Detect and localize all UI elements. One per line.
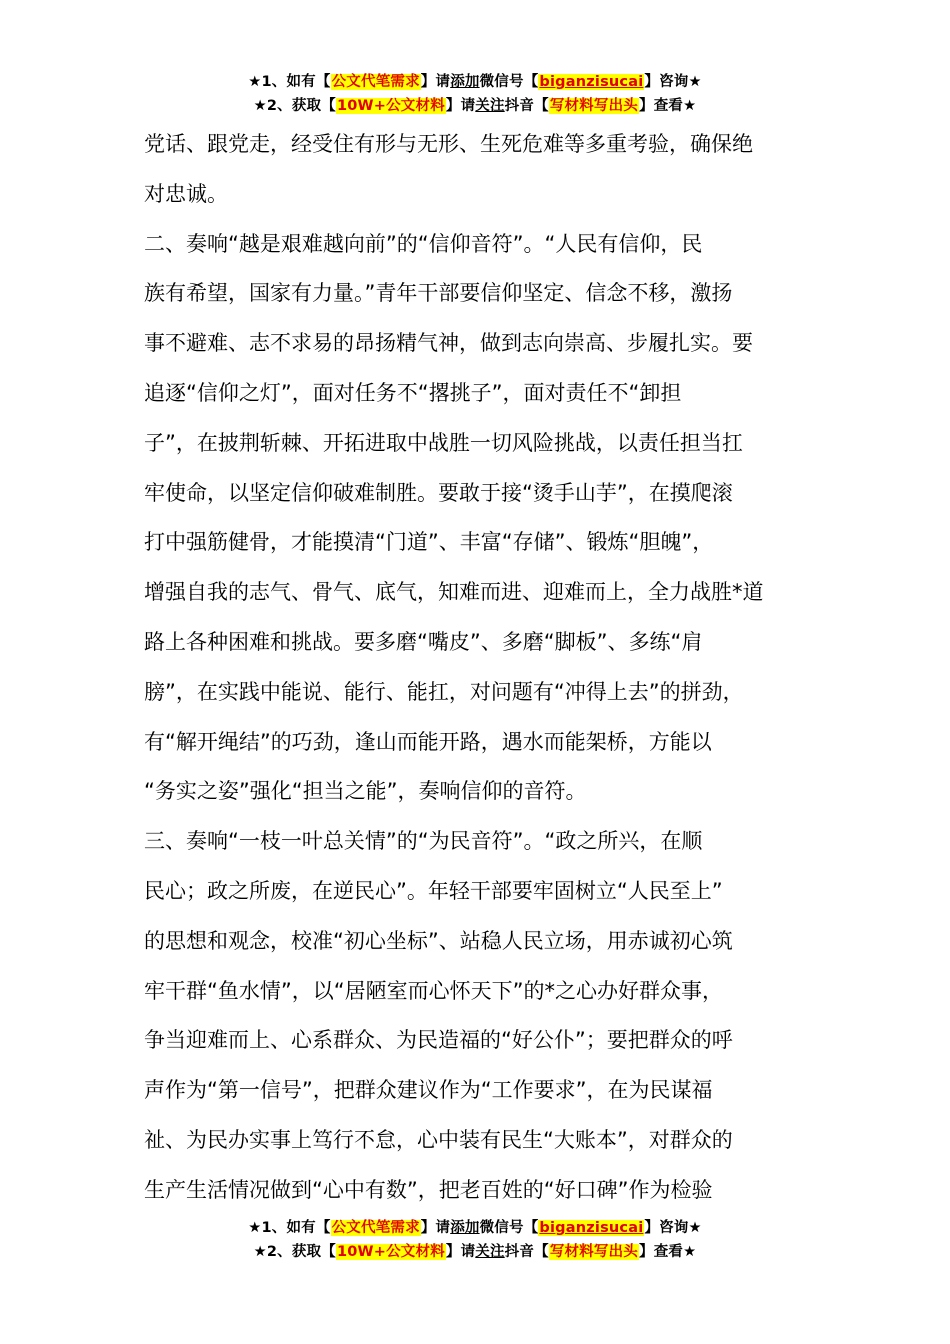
body-line: 党话、跟党走，经受住有形与无形、生死危难等多重考验，确保绝	[144, 132, 753, 156]
body-line: 子”，在披荆斩棘、开拓进取中战胜一切风险挑战，以责任担当扛	[144, 430, 743, 455]
body-line: 牢干群“鱼水情”，以“居陋室而心怀天下”的*之心办好群众事，	[144, 978, 724, 1003]
body-line: 路上各种困难和挑战。要多磨“嘴皮”、多磨“脚板”、多练“肩	[144, 629, 703, 654]
service-highlight: 公文代笔需求	[331, 1220, 420, 1236]
document-body	[144, 120, 820, 1216]
body-line: 族有希望，国家有力量。”青年干部要信仰坚定、信念不移，激扬	[144, 281, 733, 306]
body-line: “务实之姿”强化“担当之能”，奏响信仰的音符。	[144, 779, 587, 804]
body-line: 祉、为民办实事上笃行不怠，心中装有民生“大账本”，对群众的	[144, 1127, 733, 1152]
body-line: 生产生活情况做到“心中有数”，把老百姓的“好口碑”作为检验	[144, 1177, 713, 1202]
banner-line-2: ★2、获取【10W+公文材料】请关注抖音【写材料写出头】查看★	[253, 98, 697, 114]
materials-highlight: 10W+公文材料	[336, 1244, 445, 1260]
body-line: 民心；政之所废，在逆民心”。年轻干部要牢固树立“人民至上”	[144, 878, 723, 903]
materials-highlight: 10W+公文材料	[336, 98, 445, 114]
douyin-account-highlight: 写材料写出头	[549, 98, 639, 114]
body-line: 打中强筋健骨，才能摸清“门道”、丰富“存储”、锻炼“胆魄”，	[144, 530, 714, 555]
body-line: 对忠诚。	[144, 181, 228, 206]
body-line: 三、奏响“一枝一叶总关情”的“为民音符”。“政之所兴，在顺	[144, 829, 703, 854]
body-line: 的思想和观念，校准“初心坐标”、站稳人民立场，用赤诚初心筑	[144, 928, 733, 953]
body-line: 追逐“信仰之灯”，面对任务不“撂挑子”，面对责任不“卸担	[144, 380, 682, 405]
body-line: 膀”，在实践中能说、能行、能扛，对问题有“冲得上去”的拼劲，	[144, 679, 744, 704]
service-highlight: 公文代笔需求	[331, 74, 420, 90]
body-line: 二、奏响“越是艰难越向前”的“信仰音符”。“人民有信仰，民	[144, 231, 703, 256]
wechat-id-link[interactable]: biganzisucai	[539, 74, 644, 90]
banner-line-1: ★1、如有【公文代笔需求】请添加微信号【biganzisucai】咨询★	[248, 74, 702, 90]
body-line: 声作为“第一信号”，把群众建议作为“工作要求”，在为民谋福	[144, 1078, 713, 1103]
banner-line-1: ★1、如有【公文代笔需求】请添加微信号【biganzisucai】咨询★	[248, 1220, 702, 1236]
wechat-id-link[interactable]: biganzisucai	[539, 1220, 644, 1236]
footer-banner	[0, 1216, 950, 1264]
banner-line-2: ★2、获取【10W+公文材料】请关注抖音【写材料写出头】查看★	[253, 1244, 697, 1260]
body-line: 牢使命，以坚定信仰破难制胜。要敢于接“烫手山芋”，在摸爬滚	[144, 480, 733, 505]
douyin-account-highlight: 写材料写出头	[549, 1244, 639, 1260]
body-line: 事不避难、志不求易的昂扬精气神，做到志向崇高、步履扎实。要	[144, 331, 753, 356]
body-line: 争当迎难而上、心系群众、为民造福的“好公仆”；要把群众的呼	[144, 1028, 733, 1053]
body-line: 增强自我的志气、骨气、底气，知难而进、迎难而上，全力战胜*道	[144, 580, 764, 605]
header-banner	[0, 70, 950, 118]
body-line: 有“解开绳结”的巧劲，逢山而能开路，遇水而能架桥，方能以	[144, 729, 712, 754]
